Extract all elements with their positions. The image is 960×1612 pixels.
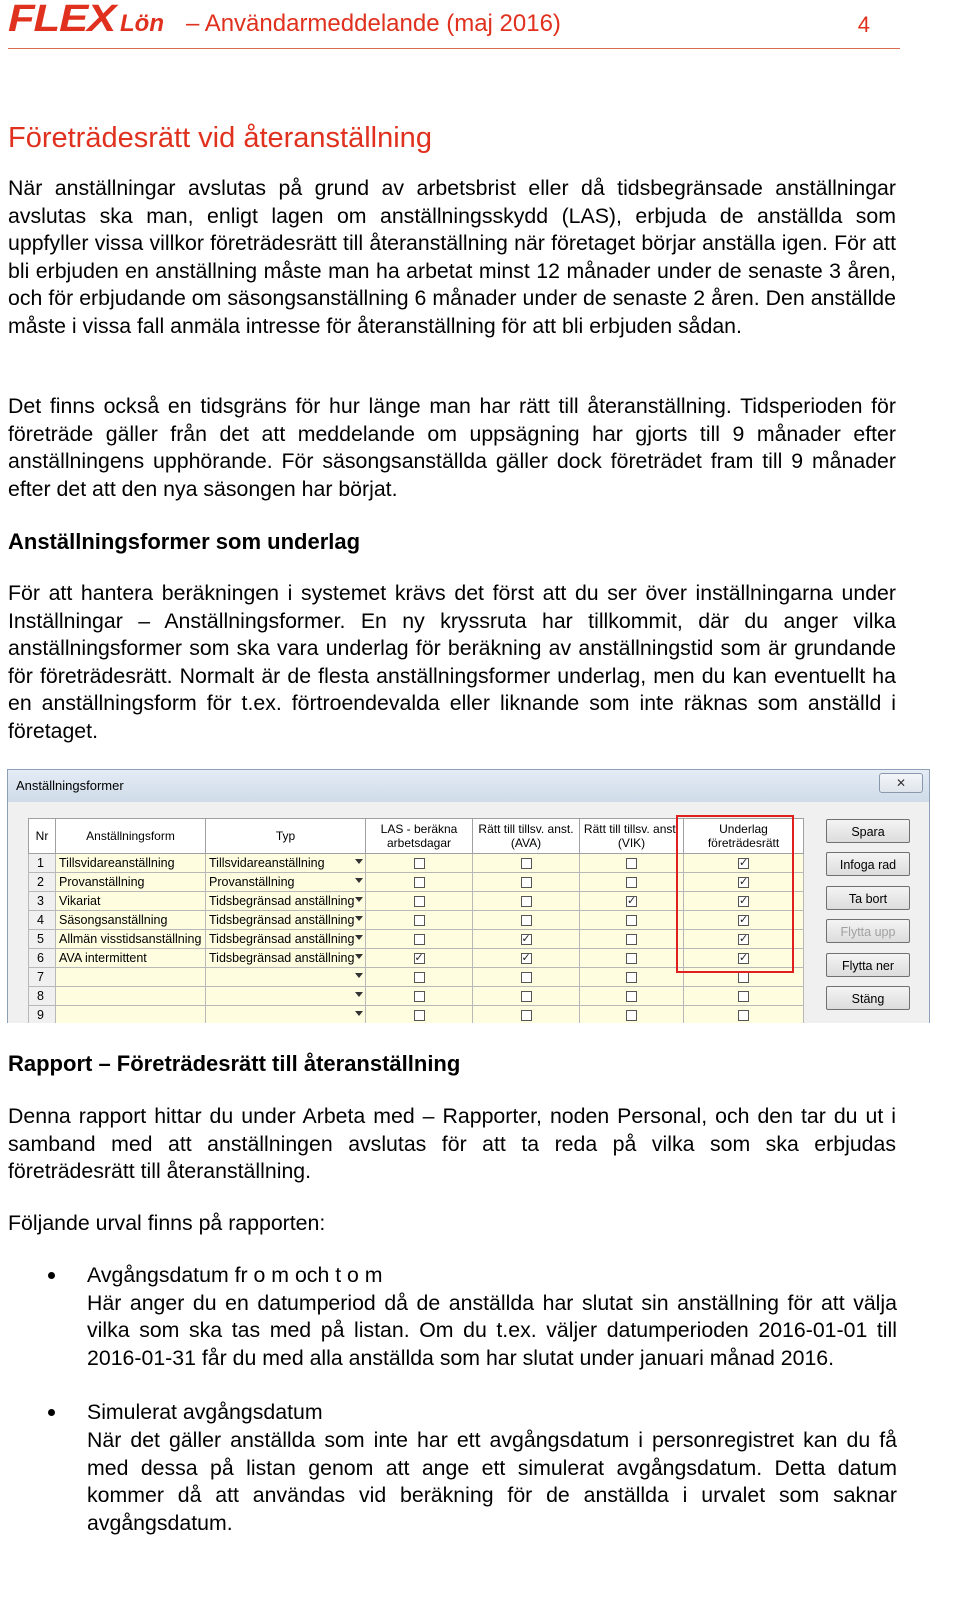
option-list	[0, 1262, 900, 1537]
row-number: 5	[29, 930, 56, 949]
paragraph: Det finns också en tidsgräns för hur länge man har rätt till återanställning. Tidsperioden för företräde gäller från det att meddelande om uppsägning har gjorts till 9 månader efter anställningens upphörande. För säsongsanställda gäller dock företrädet fram till 9 månader efter det att den nya säsongen har börjat.	[8, 394, 896, 501]
ava-cell	[473, 1006, 580, 1024]
list-item	[0, 1262, 900, 1372]
type-select[interactable]	[206, 987, 366, 1006]
dropdown-arrow-icon[interactable]	[355, 897, 363, 902]
section-heading: Företrädesrätt vid återanställning	[8, 122, 432, 154]
dropdown-arrow-icon[interactable]	[355, 954, 363, 959]
las-checkbox[interactable]	[414, 991, 425, 1002]
type-select[interactable]	[206, 968, 366, 987]
close-window-button[interactable]: ✕	[879, 773, 923, 793]
subheading: Anställningsformer som underlag	[8, 529, 361, 554]
paragraph: Följande urval finns på rapporten:	[8, 1211, 326, 1235]
list-item-title: Simulerat avgångsdatum	[87, 1400, 323, 1425]
table-row[interactable]	[29, 1006, 804, 1024]
form-cell[interactable]: Allmän visstidsanställning	[56, 930, 206, 949]
column-header: LAS - beräkna arbetsdagar	[366, 819, 473, 854]
las-checkbox[interactable]	[414, 896, 425, 907]
save-button[interactable]: Spara	[826, 819, 910, 843]
vik-checkbox[interactable]	[626, 953, 637, 964]
type-select[interactable]	[206, 911, 366, 930]
und-cell	[684, 987, 804, 1006]
form-cell[interactable]	[56, 1006, 206, 1024]
ava-checkbox[interactable]	[521, 858, 532, 869]
las-checkbox[interactable]	[414, 972, 425, 983]
window-title: Anställningsformer	[16, 778, 124, 793]
form-cell[interactable]: Tillsvidareanställning	[56, 854, 206, 873]
column-header: Nr	[29, 819, 56, 854]
page-header	[8, 0, 900, 49]
list-item	[0, 1399, 900, 1537]
ava-cell	[473, 854, 580, 873]
paragraph: När anställningar avslutas på grund av arbetsbrist eller då tidsbegränsade anställningar avslutas ska man, enligt lagen om anställningsskydd (LAS), erbjuda de anställda som uppfyller vissa villkor företrädesrätt till återanställning när företaget börjar anställa igen. För att bli erbjuden en anställning måste man ha arbetat minst 12 månader under de senaste 3 åren, och för erbjudande om säsongsanställning 6 månader under de senaste 2 åren. Den anställde måste i vissa fall anmäla intresse för återanställning för att bli erbjuden sådan.	[8, 176, 896, 338]
las-cell	[366, 968, 473, 987]
ava-checkbox[interactable]	[521, 915, 532, 926]
ava-checkbox[interactable]	[521, 934, 532, 945]
form-cell[interactable]	[56, 968, 206, 987]
row-number: 2	[29, 873, 56, 892]
dropdown-arrow-icon[interactable]	[355, 935, 363, 940]
vik-checkbox[interactable]	[626, 915, 637, 926]
type-value: Tillsvidareanställning	[209, 856, 325, 870]
row-number: 1	[29, 854, 56, 873]
vik-checkbox[interactable]	[626, 877, 637, 888]
vik-checkbox[interactable]	[626, 896, 637, 907]
form-cell[interactable]: Vikariat	[56, 892, 206, 911]
row-number: 6	[29, 949, 56, 968]
bullet-icon	[48, 1272, 55, 1279]
las-cell	[366, 949, 473, 968]
vik-cell	[580, 1006, 684, 1024]
vik-checkbox[interactable]	[626, 1010, 637, 1021]
ava-cell	[473, 987, 580, 1006]
ava-cell	[473, 949, 580, 968]
ava-checkbox[interactable]	[521, 972, 532, 983]
row-number: 3	[29, 892, 56, 911]
ava-checkbox[interactable]	[521, 896, 532, 907]
paragraph: För att hantera beräkningen i systemet krävs det först att du ser över inställningarna under Inställningar – Anställningsformer. En ny kryssruta har tillkommit, där du anger vilka anställningsformer som ska vara underlag för beräkning av anställningstid som är grundande för företrädesrätt. Normalt är de flesta anställningsformer underlag, men du kan eventuellt ha en anställningsform för t.ex. förtroendevalda eller liknande som inte räknas som anställd i företaget.	[8, 581, 896, 743]
las-cell	[366, 911, 473, 930]
delete-button[interactable]: Ta bort	[826, 886, 910, 910]
type-select[interactable]	[206, 949, 366, 968]
vik-cell	[580, 968, 684, 987]
dropdown-arrow-icon[interactable]	[355, 878, 363, 883]
paragraph: Denna rapport hittar du under Arbeta med – Rapporter, noden Personal, och den tar du ut i samband med att anställningen avslutas för att ta reda på vilka som ska erbjudas företrädesrätt till återanställning.	[8, 1104, 896, 1184]
form-cell[interactable]: AVA intermittent	[56, 949, 206, 968]
ava-checkbox[interactable]	[521, 953, 532, 964]
form-cell[interactable]: Säsongsanställning	[56, 911, 206, 930]
type-value: Tidsbegränsad anställning	[209, 951, 355, 965]
las-cell	[366, 892, 473, 911]
dropdown-arrow-icon[interactable]	[355, 992, 363, 997]
ava-cell	[473, 911, 580, 930]
type-select[interactable]	[206, 930, 366, 949]
settings-window	[7, 769, 930, 1023]
type-value: Tidsbegränsad anställning	[209, 932, 355, 946]
column-header: Typ	[206, 819, 366, 854]
ava-checkbox[interactable]	[521, 877, 532, 888]
und-cell	[684, 1006, 804, 1024]
column-header: Rätt till tillsv. anst. (VIK)	[580, 819, 684, 854]
las-cell	[366, 854, 473, 873]
vik-cell	[580, 854, 684, 873]
window-titlebar	[8, 770, 929, 802]
vik-checkbox[interactable]	[626, 991, 637, 1002]
las-cell	[366, 930, 473, 949]
highlight-box	[676, 815, 794, 973]
type-select[interactable]	[206, 892, 366, 911]
row-number: 9	[29, 1006, 56, 1024]
las-checkbox[interactable]	[414, 934, 425, 945]
ava-cell	[473, 968, 580, 987]
las-cell	[366, 873, 473, 892]
ava-cell	[473, 892, 580, 911]
row-number: 7	[29, 968, 56, 987]
list-item-text: Här anger du en datumperiod då de anställda har slutat sin anställning för att välja vilka som ska tas med på listan. Om du t.ex. väljer datumperioden 2016-01-01 till 2016-01-31 får du med alla anställda som har slutat under januari månad 2016.	[87, 1290, 897, 1370]
las-checkbox[interactable]	[414, 1010, 425, 1021]
las-checkbox[interactable]	[414, 915, 425, 926]
vik-cell	[580, 892, 684, 911]
vik-cell	[580, 949, 684, 968]
row-number: 4	[29, 911, 56, 930]
column-header: Underlag företrädesrätt	[684, 819, 804, 854]
las-checkbox[interactable]	[414, 858, 425, 869]
type-select[interactable]	[206, 873, 366, 892]
bullet-icon	[48, 1409, 55, 1416]
form-cell[interactable]: Provanställning	[56, 873, 206, 892]
vik-cell	[580, 930, 684, 949]
und-checkbox[interactable]	[738, 972, 749, 983]
insert-row-button[interactable]: Infoga rad	[826, 852, 910, 876]
ava-cell	[473, 873, 580, 892]
list-item-title: Avgångsdatum fr o m och t o m	[87, 1263, 383, 1287]
vik-cell	[580, 987, 684, 1006]
und-checkbox[interactable]	[738, 1010, 749, 1021]
vik-checkbox[interactable]	[626, 858, 637, 869]
subheading: Rapport – Företrädesrätt till återanställning	[8, 1051, 461, 1076]
ava-cell	[473, 930, 580, 949]
type-select[interactable]	[206, 854, 366, 873]
list-item-text: När det gäller anställda som inte har ett avgångsdatum i personregistret kan du få med dessa på listan genom att ange ett simulerat avgångsdatum. Detta datum kommer då att användas vid beräkning för de anställda i urvalet som saknar avgångsdatum.	[87, 1427, 897, 1535]
vik-checkbox[interactable]	[626, 972, 637, 983]
column-header: Anställningsform	[56, 819, 206, 854]
close-button[interactable]: Stäng	[826, 986, 910, 1010]
vik-cell	[580, 873, 684, 892]
dropdown-arrow-icon[interactable]	[355, 859, 363, 864]
las-checkbox[interactable]	[414, 877, 425, 888]
type-value: Tidsbegränsad anställning	[209, 913, 355, 927]
las-cell	[366, 1006, 473, 1024]
type-value: Provanställning	[209, 875, 295, 889]
las-cell	[366, 987, 473, 1006]
move-down-button[interactable]: Flytta ner	[826, 953, 910, 977]
vik-checkbox[interactable]	[626, 934, 637, 945]
form-cell[interactable]	[56, 987, 206, 1006]
header-title: – Användarmeddelande (maj 2016)	[186, 10, 561, 37]
row-number: 8	[29, 987, 56, 1006]
dropdown-arrow-icon[interactable]	[355, 973, 363, 978]
las-checkbox[interactable]	[414, 953, 425, 964]
column-header: Rätt till tillsv. anst. (AVA)	[473, 819, 580, 854]
vik-cell	[580, 911, 684, 930]
und-checkbox[interactable]	[738, 991, 749, 1002]
table-row[interactable]	[29, 987, 804, 1006]
move-up-button[interactable]: Flytta upp	[826, 919, 910, 943]
flex-logo: FLEX	[8, 0, 116, 40]
type-select[interactable]	[206, 1006, 366, 1024]
page-number: 4	[857, 12, 870, 37]
dropdown-arrow-icon[interactable]	[355, 1011, 363, 1016]
ava-checkbox[interactable]	[521, 991, 532, 1002]
type-value: Tidsbegränsad anställning	[209, 894, 355, 908]
dropdown-arrow-icon[interactable]	[355, 916, 363, 921]
ava-checkbox[interactable]	[521, 1010, 532, 1021]
header-product: Lön	[120, 10, 164, 37]
